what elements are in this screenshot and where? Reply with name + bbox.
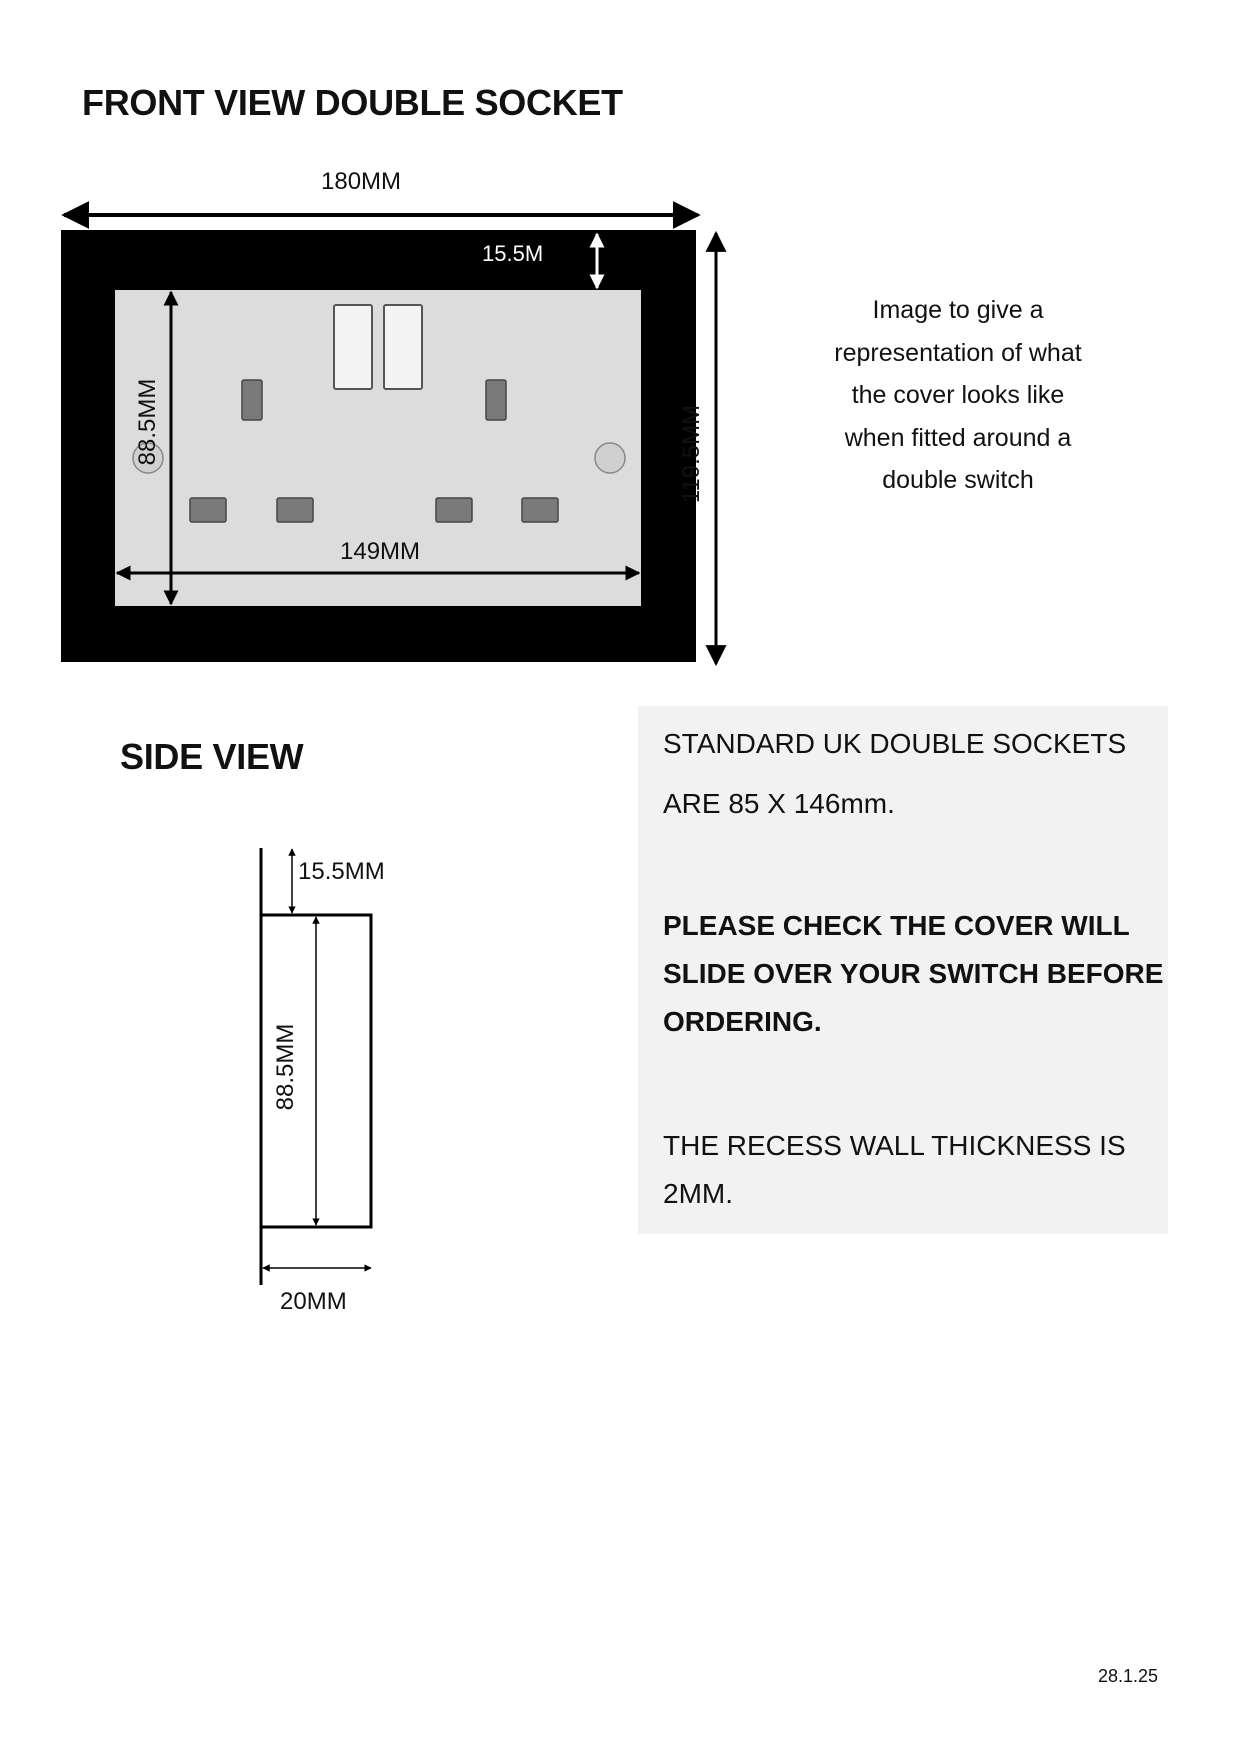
- info-line: THE RECESS WALL THICKNESS IS: [663, 1130, 1126, 1161]
- socket-height-label: 88.5MM: [134, 378, 161, 466]
- side-top-label: 15.5MM: [298, 858, 385, 885]
- socket-width-label: 149MM: [340, 538, 421, 565]
- info-box: [638, 706, 1168, 1234]
- info-warning-line: PLEASE CHECK THE COVER WILL: [663, 910, 1130, 941]
- info-warning-line: ORDERING.: [663, 1006, 822, 1037]
- pin-3: [436, 498, 472, 522]
- total-width-label: 180MM: [321, 168, 402, 195]
- note-line: representation of what: [834, 338, 1082, 367]
- side-depth-label: 20MM: [280, 1288, 347, 1315]
- side-view-title: SIDE VIEW: [120, 736, 304, 777]
- earth-pin-right: [486, 380, 506, 420]
- screw-hole-right: [595, 443, 625, 473]
- pin-2: [277, 498, 313, 522]
- side-height-label: 88.5MM: [272, 1023, 299, 1111]
- note-line: double switch: [882, 466, 1034, 494]
- front-view-title: FRONT VIEW DOUBLE SOCKET: [82, 82, 623, 123]
- pin-4: [522, 498, 558, 522]
- total-height-label: 119.5MM: [678, 404, 705, 504]
- info-line: STANDARD UK DOUBLE SOCKETS: [663, 728, 1127, 759]
- info-line: 2MM.: [663, 1178, 733, 1209]
- switch-left: [334, 305, 372, 389]
- border-width-label: 15.5M: [482, 241, 544, 266]
- note-line: Image to give a: [872, 296, 1044, 324]
- info-warning-line: SLIDE OVER YOUR SWITCH BEFORE: [663, 958, 1164, 989]
- note-line: the cover looks like: [851, 381, 1065, 409]
- switch-right: [384, 305, 422, 389]
- footer-date: 28.1.25: [1098, 1666, 1159, 1686]
- info-line: ARE 85 X 146mm.: [663, 788, 895, 819]
- pin-1: [190, 498, 226, 522]
- earth-pin-left: [242, 380, 262, 420]
- representation-note: [808, 289, 1108, 502]
- note-line: when fitted around a: [844, 423, 1072, 452]
